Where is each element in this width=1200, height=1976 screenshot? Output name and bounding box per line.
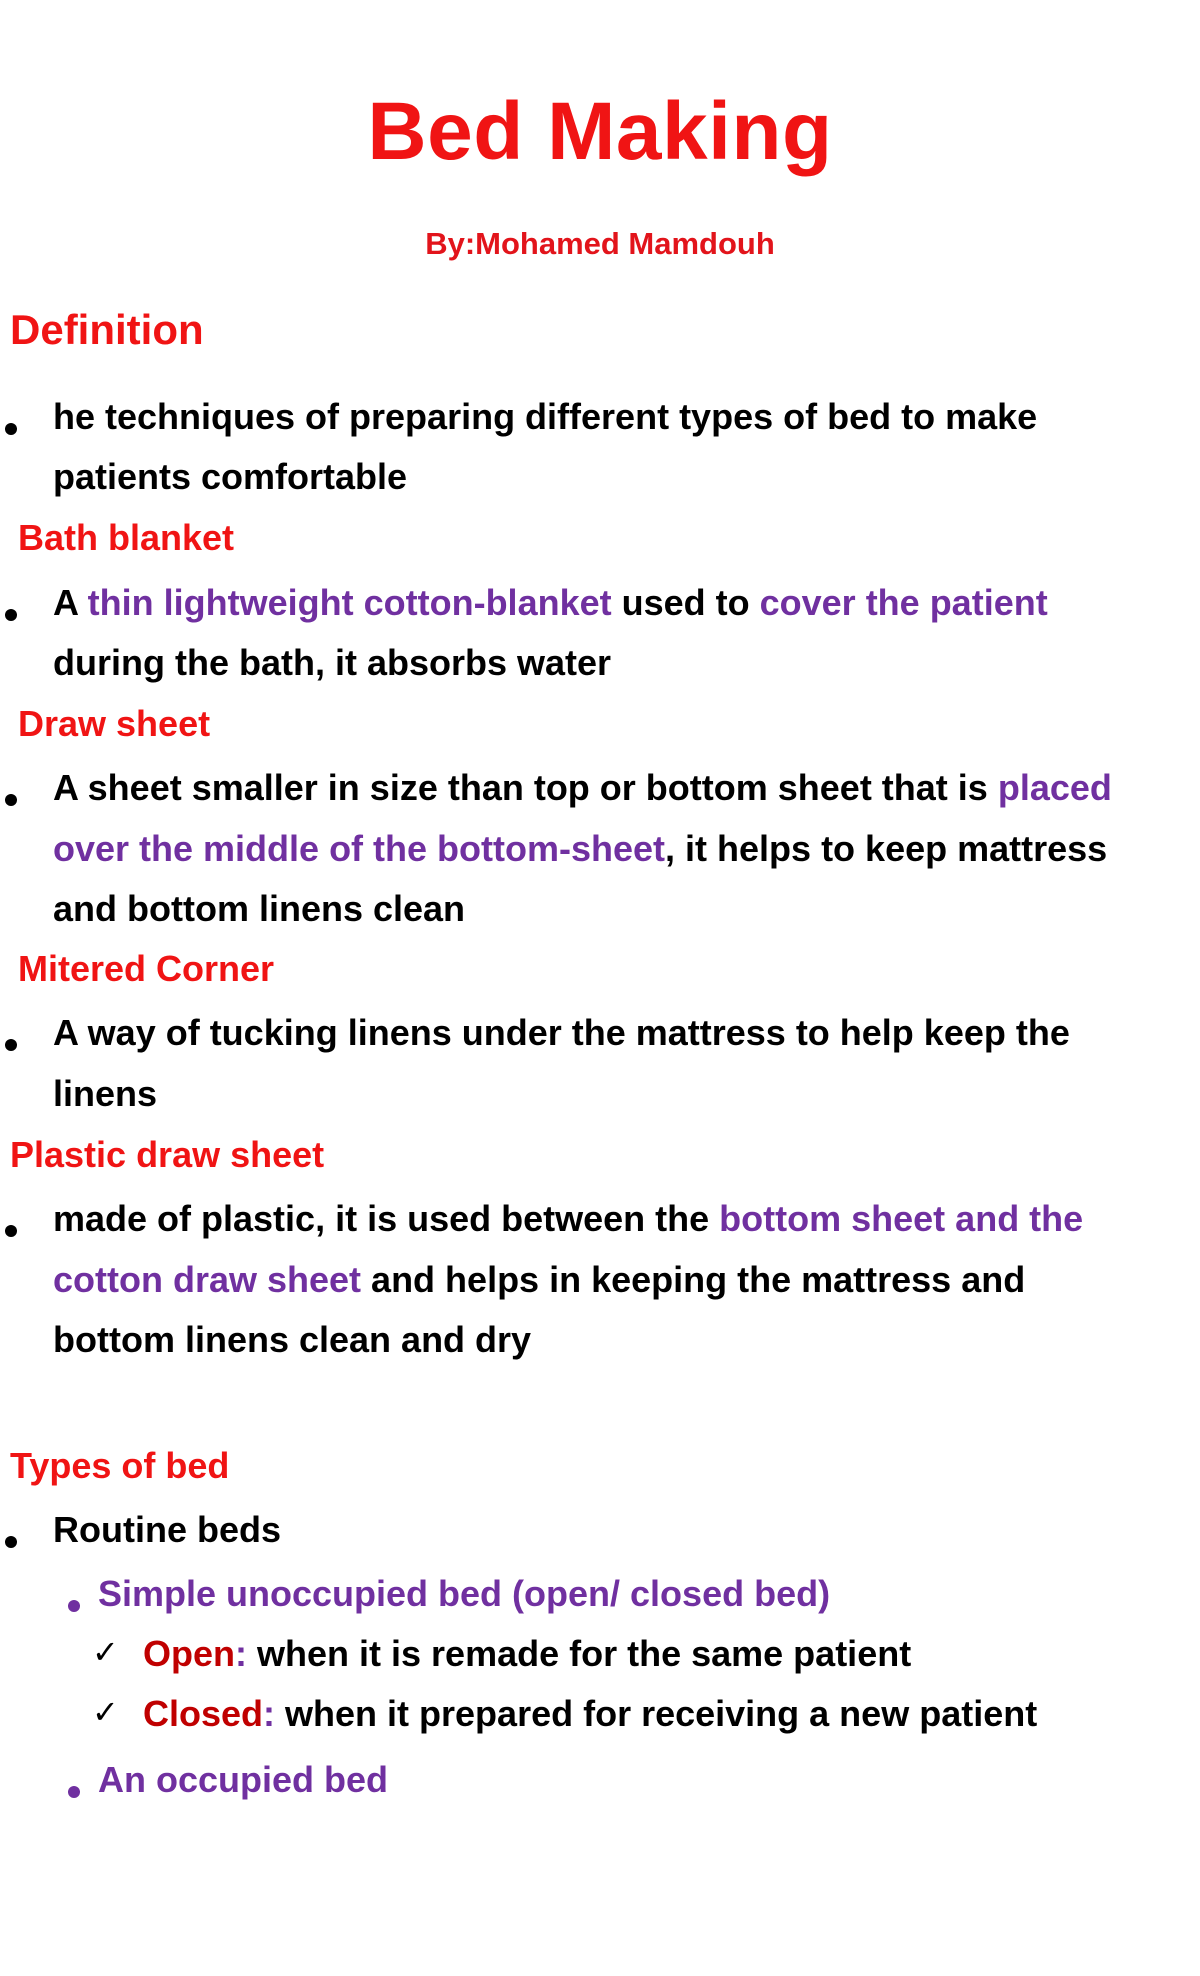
draw-sheet-heading: Draw sheet bbox=[18, 703, 211, 744]
draw-sheet-line-1 bbox=[53, 766, 1112, 810]
closed-label: Closed bbox=[143, 1693, 264, 1734]
bullet-icon bbox=[5, 1039, 17, 1051]
bath-blanket-heading: Bath blanket bbox=[18, 517, 235, 558]
highlight-text: bottom sheet and the bbox=[719, 1198, 1084, 1239]
highlight-text: placed bbox=[997, 767, 1112, 808]
highlight-text: thin lightweight cotton-blanket bbox=[87, 582, 612, 623]
mitered-corner-heading: Mitered Corner bbox=[18, 948, 275, 989]
text-run: , it helps to keep mattress bbox=[665, 828, 1108, 869]
bullet-icon bbox=[5, 1225, 17, 1237]
plastic-draw-sheet-line-1 bbox=[53, 1197, 1083, 1241]
highlight-text: cotton draw sheet bbox=[53, 1259, 362, 1300]
mitered-corner-line-1: A way of tucking linens under the mattress to help keep the bbox=[53, 1012, 1070, 1053]
page-title: Bed Making bbox=[367, 86, 833, 177]
open-label: Open bbox=[143, 1633, 236, 1674]
occupied-bed-item: An occupied bed bbox=[98, 1759, 389, 1800]
highlight-text: cover the patient bbox=[759, 582, 1048, 623]
text-run: A bbox=[53, 582, 88, 623]
bullet-icon bbox=[5, 794, 17, 806]
draw-sheet-line-3: and bottom linens clean bbox=[53, 888, 466, 929]
types-of-bed-heading: Types of bed bbox=[10, 1445, 230, 1486]
simple-unoccupied-bed-item: Simple unoccupied bed (open/ closed bed) bbox=[98, 1573, 831, 1614]
definition-heading: Definition bbox=[10, 306, 204, 353]
bullet-icon bbox=[5, 609, 17, 621]
closed-description: when it prepared for receiving a new patient bbox=[275, 1693, 1038, 1734]
closed-bed-item bbox=[143, 1692, 1037, 1736]
bullet-icon bbox=[5, 423, 17, 435]
mitered-corner-line-2: linens bbox=[53, 1073, 158, 1114]
bullet-icon bbox=[68, 1786, 80, 1798]
open-description: when it is remade for the same patient bbox=[247, 1633, 912, 1674]
checkmark-icon: ✓ bbox=[92, 1693, 119, 1731]
author-byline: By:Mohamed Mamdouh bbox=[425, 226, 775, 261]
highlight-text: over the middle of the bottom-sheet bbox=[53, 828, 666, 869]
colon: : bbox=[235, 1633, 248, 1674]
draw-sheet-line-2 bbox=[53, 827, 1107, 871]
plastic-draw-sheet-line-2 bbox=[53, 1258, 1025, 1302]
definition-line-1: he techniques of preparing different types of bed to make bbox=[53, 396, 1038, 437]
text-run: and helps in keeping the mattress and bbox=[361, 1259, 1026, 1300]
bullet-icon bbox=[68, 1600, 80, 1612]
bath-blanket-line-1 bbox=[53, 581, 1048, 625]
checkmark-icon: ✓ bbox=[92, 1633, 119, 1671]
plastic-draw-sheet-heading: Plastic draw sheet bbox=[10, 1134, 325, 1175]
routine-beds-item: Routine beds bbox=[53, 1509, 282, 1550]
plastic-draw-sheet-line-3: bottom linens clean and dry bbox=[53, 1319, 532, 1360]
definition-line-2: patients comfortable bbox=[53, 456, 408, 497]
text-run: made of plastic, it is used between the bbox=[53, 1198, 720, 1239]
bath-blanket-line-2: during the bath, it absorbs water bbox=[53, 642, 612, 683]
text-run: A sheet smaller in size than top or bottom sheet that is bbox=[53, 767, 998, 808]
bullet-icon bbox=[5, 1536, 17, 1548]
text-run: used to bbox=[611, 582, 760, 623]
colon: : bbox=[263, 1693, 276, 1734]
open-bed-item bbox=[143, 1632, 911, 1676]
